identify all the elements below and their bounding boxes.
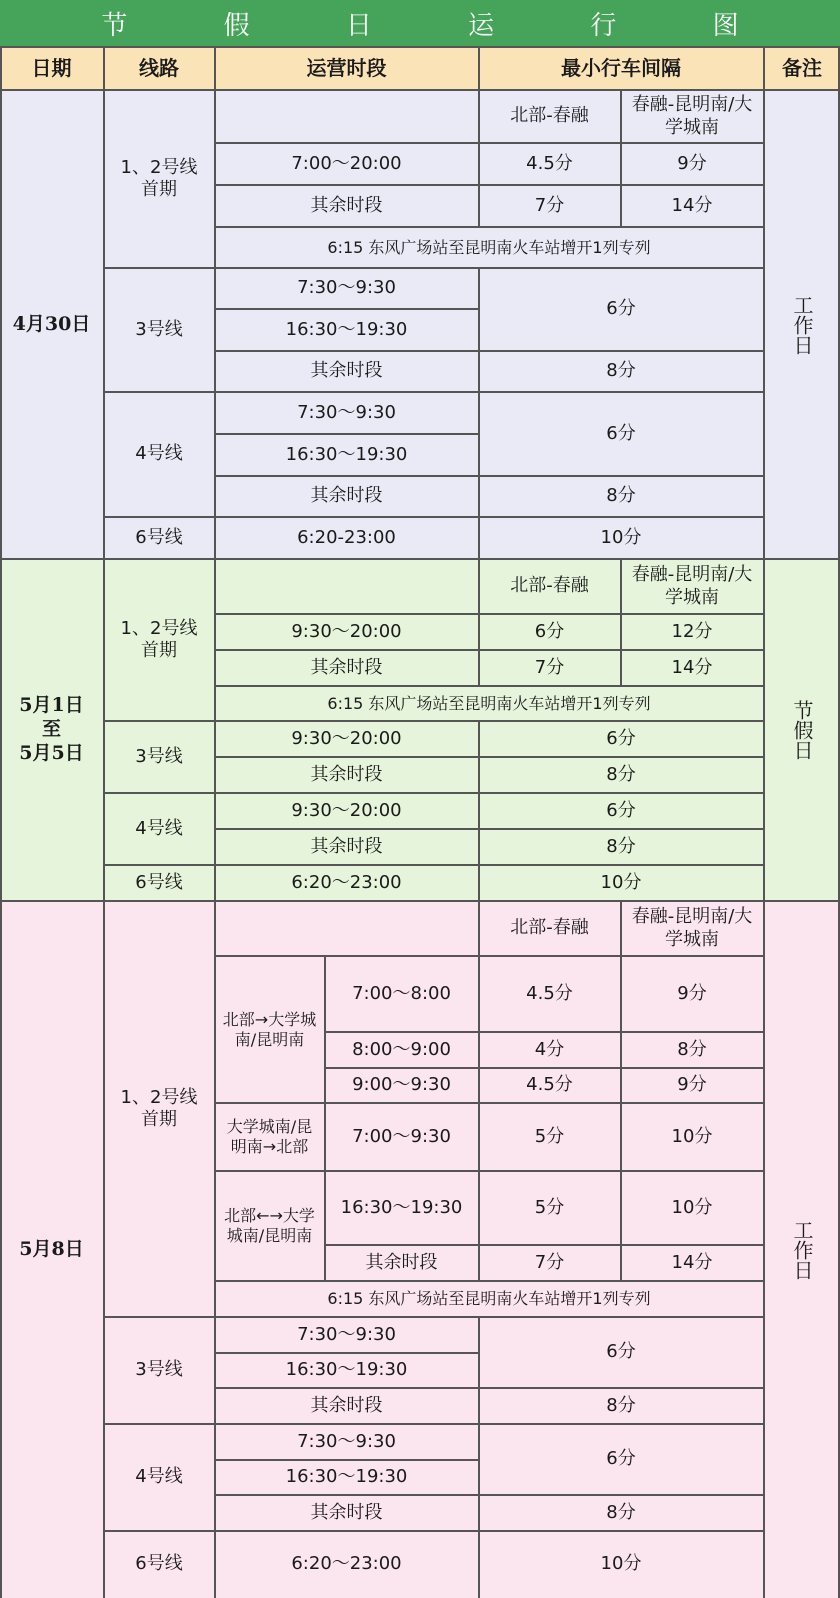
time-cell: 16:30～19:30 (285, 1466, 408, 1488)
grid-line (325, 1244, 763, 1246)
interval-cell: 5分 (534, 1196, 565, 1218)
grid-line (215, 756, 763, 758)
grid-line (0, 900, 840, 902)
interval-cell: 14分 (671, 194, 713, 216)
line-name: 3号线 (135, 318, 183, 340)
time-cell: 7:30～9:30 (297, 277, 396, 299)
interval-cell: 8分 (606, 485, 636, 507)
remark-cell-3 (764, 901, 840, 1598)
grid-line (478, 1317, 480, 1598)
interval-cell: 4.5分 (526, 982, 573, 1004)
header-remark: 备注 (782, 55, 822, 80)
grid-line (620, 90, 622, 227)
interval-cell: 8分 (606, 763, 636, 785)
time-cell: 其余时段 (310, 1501, 383, 1523)
time-cell: 7:00～9:30 (352, 1125, 451, 1147)
date-apr30: 4月30日 (12, 312, 91, 335)
title-bar (0, 0, 840, 46)
time-cell: 8:00～9:00 (352, 1038, 451, 1060)
date-line: 至 (41, 718, 61, 741)
grid-line (324, 956, 326, 1281)
time-cell: 其余时段 (310, 835, 383, 857)
time-cell: 9:00～9:30 (352, 1074, 451, 1096)
line-name: 3号线 (135, 745, 183, 767)
grid-line (104, 864, 763, 866)
interval-cell: 14分 (671, 1251, 713, 1273)
line-name: 4号线 (135, 1466, 183, 1488)
sub-header-south: 春融-昆明南/大学城南 (631, 94, 753, 138)
grid-line (0, 89, 840, 91)
sub-header-north: 北部-春融 (510, 917, 589, 939)
interval-cell: 6分 (606, 1341, 636, 1363)
line-name: 1、2号线首期 (120, 156, 198, 200)
time-cell: 其余时段 (310, 194, 383, 216)
remark-cell-1 (764, 90, 840, 559)
grid-line (215, 1102, 763, 1104)
grid-line (0, 46, 2, 1598)
direction-label: 大学城南/昆明南→北部 (226, 1117, 313, 1156)
interval-cell: 12分 (671, 620, 713, 642)
time-cell: 其余时段 (310, 485, 383, 507)
remark-holiday: 节假日 (790, 700, 814, 760)
line-name: 4号线 (135, 817, 183, 839)
time-cell: 7:30～9:30 (297, 1430, 396, 1452)
grid-line (0, 558, 840, 560)
sub-header-south: 春融-昆明南/大学城南 (631, 564, 753, 608)
grid-line (215, 1170, 763, 1172)
interval-cell: 6分 (606, 799, 636, 821)
interval-cell: 4分 (534, 1038, 565, 1060)
header-hours: 运营时段 (306, 55, 387, 80)
time-cell: 其余时段 (310, 360, 383, 382)
grid-line (104, 516, 763, 518)
line-name: 6号线 (135, 526, 183, 548)
interval-cell: 8分 (606, 1394, 636, 1416)
grid-line (215, 828, 763, 830)
interval-cell: 8分 (606, 1501, 636, 1523)
interval-cell: 6分 (606, 422, 636, 444)
grid-line (478, 559, 480, 686)
grid-line (620, 901, 622, 1281)
interval-cell: 6分 (606, 727, 636, 749)
grid-line (478, 721, 480, 901)
interval-cell: 7分 (534, 1251, 565, 1273)
line-name: 6号线 (135, 1553, 183, 1575)
interval-cell: 8分 (677, 1038, 707, 1060)
grid-line (104, 1423, 763, 1425)
grid-line (215, 1352, 478, 1354)
interval-cell: 7分 (534, 194, 565, 216)
sub-header-south: 春融-昆明南/大学城南 (631, 906, 753, 950)
direction-label: 北部→大学城南/昆明南 (222, 1009, 317, 1049)
time-cell: 7:30～9:30 (297, 1323, 396, 1345)
grid-line (104, 391, 763, 393)
line-name: 1、2号线首期 (120, 617, 198, 661)
grid-line (478, 90, 480, 227)
grid-line (214, 46, 216, 1598)
interval-cell: 8分 (606, 360, 636, 382)
time-cell: 16:30～19:30 (285, 1359, 408, 1381)
time-cell: 9:30～20:00 (291, 799, 402, 821)
time-cell: 9:30～20:00 (291, 620, 402, 642)
line-name: 6号线 (135, 871, 183, 893)
interval-cell: 6分 (606, 1448, 636, 1470)
remark-cell-2 (764, 559, 840, 901)
grid-line (215, 142, 763, 144)
grid-line (478, 46, 480, 90)
interval-cell: 6分 (606, 298, 636, 320)
interval-cell: 10分 (600, 1553, 642, 1575)
time-cell: 7:30～9:30 (297, 401, 396, 423)
grid-line (215, 649, 763, 651)
interval-cell: 4.5分 (526, 152, 573, 174)
direction-label: 北部←→大学城南/昆明南 (224, 1206, 315, 1245)
special-train-note: 6:15 东风广场站至昆明南火车站增开1列专列 (327, 237, 651, 257)
grid-line (215, 475, 763, 477)
special-train-note: 6:15 东风广场站至昆明南火车站增开1列专列 (327, 693, 651, 713)
time-cell: 16:30～19:30 (340, 1196, 463, 1218)
grid-line (103, 46, 105, 1598)
grid-line (620, 559, 622, 686)
grid-line (215, 1459, 478, 1461)
grid-line (104, 792, 763, 794)
date-may1-5 (0, 559, 103, 901)
grid-line (215, 433, 478, 435)
line-name: 3号线 (135, 1359, 183, 1381)
time-cell: 7:00～8:00 (352, 982, 451, 1004)
time-cell: 其余时段 (310, 1394, 383, 1416)
time-cell: 16:30～19:30 (285, 443, 408, 465)
time-cell: 9:30～20:00 (291, 727, 402, 749)
special-train-note: 6:15 东风广场站至昆明南火车站增开1列专列 (327, 1289, 651, 1308)
interval-cell: 10分 (671, 1125, 713, 1147)
interval-cell: 10分 (600, 871, 642, 893)
time-cell: 其余时段 (310, 656, 383, 678)
grid-line (215, 685, 763, 687)
sub-header-north: 北部-春融 (510, 575, 589, 597)
header-date: 日期 (31, 55, 72, 80)
sub-header-north: 北部-春融 (510, 105, 589, 127)
time-cell: 其余时段 (310, 763, 383, 785)
grid-line (325, 1031, 763, 1033)
time-cell: 7:00～20:00 (291, 152, 402, 174)
interval-cell: 7分 (534, 656, 565, 678)
grid-line (215, 1280, 763, 1282)
grid-line (215, 613, 763, 615)
interval-cell: 6分 (534, 620, 565, 642)
grid-line (0, 46, 840, 48)
date-line: 5月5日 (19, 741, 84, 764)
grid-line (215, 350, 763, 352)
interval-cell: 9分 (677, 1074, 707, 1096)
line-name: 1、2号线首期 (120, 1086, 198, 1130)
date-may8: 5月8日 (19, 1237, 84, 1260)
grid-line (215, 308, 478, 310)
grid-line (763, 46, 765, 1598)
interval-cell: 4.5分 (526, 1074, 573, 1096)
grid-line (478, 901, 480, 1281)
grid-line (215, 226, 763, 228)
grid-line (104, 1530, 763, 1532)
remark-workday-1: 工作日 (790, 294, 814, 355)
interval-cell: 9分 (677, 982, 707, 1004)
remark-workday-3: 工作日 (790, 1219, 814, 1280)
time-cell: 6:20～23:00 (291, 871, 402, 893)
grid-line (215, 184, 763, 186)
page-title: 节 假 日 运 行 图 (101, 10, 783, 41)
grid-line (215, 1494, 763, 1496)
interval-cell: 10分 (600, 526, 642, 548)
grid-line (104, 267, 763, 269)
time-cell: 6:20-23:00 (297, 526, 396, 548)
interval-cell: 5分 (534, 1125, 565, 1147)
grid-line (215, 955, 763, 957)
interval-cell: 9分 (677, 152, 707, 174)
header-line: 线路 (139, 55, 179, 80)
header-interval: 最小行车间隔 (561, 55, 681, 80)
grid-line (104, 1316, 763, 1318)
time-cell: 其余时段 (365, 1251, 438, 1273)
grid-line (104, 720, 763, 722)
interval-cell: 14分 (671, 656, 713, 678)
interval-cell: 10分 (671, 1196, 713, 1218)
interval-cell: 8分 (606, 835, 636, 857)
grid-line (325, 1067, 763, 1069)
line-name: 4号线 (135, 443, 183, 465)
time-cell: 6:20～23:00 (291, 1553, 402, 1575)
grid-line (215, 1387, 763, 1389)
date-line: 5月1日 (19, 694, 84, 717)
time-cell: 16:30～19:30 (285, 318, 408, 340)
